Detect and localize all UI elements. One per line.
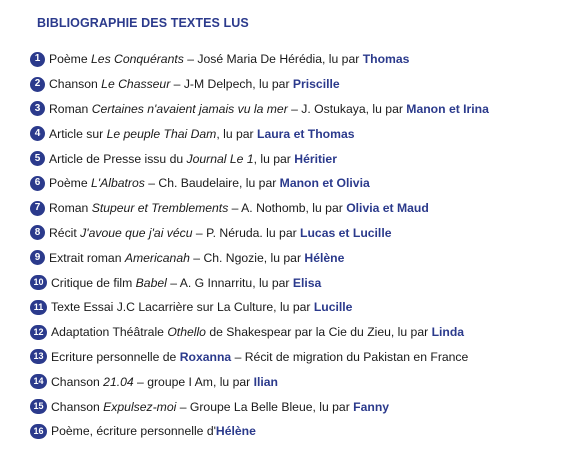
item-number-badge: 13 — [30, 349, 47, 364]
item-text-segment: – J. Ostukaya, lu par — [287, 101, 407, 116]
work-title: Babel — [135, 275, 167, 290]
item-text-segment: , lu par — [216, 126, 257, 141]
reader-name: Roxanna — [179, 349, 232, 364]
item-text — [49, 176, 370, 190]
work-title: Expulsez-moi — [103, 399, 177, 414]
reader-name: Ilian — [253, 374, 278, 389]
work-title: L'Albatros — [91, 176, 145, 191]
item-number-badge: 8 — [30, 225, 45, 240]
list-item — [30, 171, 580, 196]
work-title: Americanah — [124, 250, 190, 265]
item-text — [51, 276, 321, 290]
list-item — [30, 97, 580, 122]
bibliography-list — [30, 47, 580, 444]
item-text-segment: Poème — [49, 176, 92, 191]
item-text-segment: Chanson — [51, 374, 104, 389]
list-item — [30, 221, 580, 246]
list-item — [30, 320, 580, 345]
item-text — [51, 350, 468, 364]
item-text-segment: – Groupe La Belle Bleue, lu par — [176, 399, 354, 414]
item-text-segment: Adaptation Théâtrale — [51, 325, 168, 340]
item-text-segment: Poème — [49, 52, 92, 67]
work-title: Stupeur et Tremblements — [91, 201, 229, 216]
item-text-segment: – groupe I Am, lu par — [133, 374, 254, 389]
item-text — [49, 102, 489, 116]
item-text-segment: Article sur — [49, 126, 107, 141]
item-number-badge: 15 — [30, 399, 47, 414]
item-number-badge: 9 — [30, 250, 45, 265]
item-number-badge: 6 — [30, 176, 45, 191]
item-text-segment: – José Maria De Hérédia, lu par — [183, 52, 363, 67]
item-text — [49, 127, 355, 141]
list-item — [30, 47, 580, 72]
item-number-badge: 5 — [30, 151, 45, 166]
reader-name: Hélène — [215, 424, 256, 439]
item-text — [51, 400, 389, 414]
work-title: 21.04 — [103, 374, 134, 389]
item-text — [49, 251, 344, 265]
item-text — [49, 52, 409, 66]
item-text-segment: – J-M Delpech, lu par — [170, 77, 293, 92]
item-text-segment: – A. G Innarritu, lu par — [166, 275, 293, 290]
item-text — [49, 226, 391, 240]
item-text — [49, 77, 340, 91]
work-title: Journal Le 1 — [186, 151, 254, 166]
item-text — [49, 152, 337, 166]
item-text-segment: Chanson — [51, 399, 104, 414]
item-number-badge: 7 — [30, 201, 45, 216]
item-text-segment: , lu par — [253, 151, 295, 166]
list-item — [30, 419, 580, 444]
reader-name: Laura et Thomas — [257, 126, 355, 141]
work-title: J'avoue que j'ai vécu — [80, 225, 193, 240]
reader-name: Manon et Olivia — [279, 176, 370, 191]
item-text-segment: – Ch. Baudelaire, lu par — [144, 176, 280, 191]
item-number-badge: 16 — [30, 424, 47, 439]
item-text — [51, 325, 464, 339]
list-item — [30, 345, 580, 370]
list-item — [30, 72, 580, 97]
reader-name: Thomas — [362, 52, 410, 67]
item-text-segment: – P. Néruda. lu par — [192, 225, 301, 240]
reader-name: Hélène — [304, 250, 345, 265]
reader-name: Manon et Irina — [406, 101, 489, 116]
work-title: Le peuple Thai Dam — [106, 126, 217, 141]
item-text — [49, 201, 429, 215]
work-title: Les Conquérants — [91, 52, 184, 67]
list-item — [30, 245, 580, 270]
item-text-segment: Roman — [49, 201, 92, 216]
item-text-segment: Extrait roman — [49, 250, 125, 265]
work-title: Certaines n'avaient jamais vu la mer — [91, 101, 288, 116]
reader-name: Elisa — [292, 275, 322, 290]
item-text-segment: Ecriture personnelle de — [51, 349, 180, 364]
item-text-segment: Texte Essai J.C Lacarrière sur La Culture, lu par — [51, 300, 314, 315]
item-text — [51, 424, 256, 438]
item-number-badge: 10 — [30, 275, 47, 290]
reader-name: Linda — [431, 325, 465, 340]
list-item — [30, 196, 580, 221]
reader-name: Lucille — [313, 300, 353, 315]
item-text-segment: – A. Nothomb, lu par — [228, 201, 347, 216]
item-text-segment: Poème, écriture personnelle d' — [51, 424, 216, 439]
reader-name: Fanny — [353, 399, 390, 414]
item-text-segment: Article de Presse issu du — [49, 151, 187, 166]
item-text-segment: – Récit de migration du Pakistan en France — [231, 349, 469, 364]
item-text-segment: Roman — [49, 101, 92, 116]
item-number-badge: 2 — [30, 77, 45, 92]
reader-name: Olivia et Maud — [346, 201, 429, 216]
item-text-segment: – Ch. Ngozie, lu par — [189, 250, 305, 265]
item-number-badge: 14 — [30, 374, 47, 389]
reader-name: Lucas et Lucille — [300, 225, 392, 240]
page-title: BIBLIOGRAPHIE DES TEXTES LUS — [37, 16, 249, 30]
item-text-segment: Critique de film — [51, 275, 136, 290]
reader-name: Priscille — [292, 77, 340, 92]
item-text — [51, 375, 278, 389]
list-item — [30, 270, 580, 295]
item-text-segment: Chanson — [49, 77, 102, 92]
item-number-badge: 11 — [30, 300, 47, 315]
item-text-segment: de Shakespear par la Cie du Zieu, lu par — [205, 325, 432, 340]
work-title: Othello — [167, 325, 206, 340]
list-item — [30, 295, 580, 320]
item-text-segment: Récit — [49, 225, 81, 240]
list-item — [30, 394, 580, 419]
item-number-badge: 12 — [30, 325, 47, 340]
item-number-badge: 3 — [30, 101, 45, 116]
item-text — [51, 300, 352, 314]
list-item — [30, 369, 580, 394]
item-number-badge: 1 — [30, 52, 45, 67]
reader-name: Héritier — [294, 151, 337, 166]
item-number-badge: 4 — [30, 126, 45, 141]
list-item — [30, 146, 580, 171]
list-item — [30, 121, 580, 146]
work-title: Le Chasseur — [101, 77, 171, 92]
